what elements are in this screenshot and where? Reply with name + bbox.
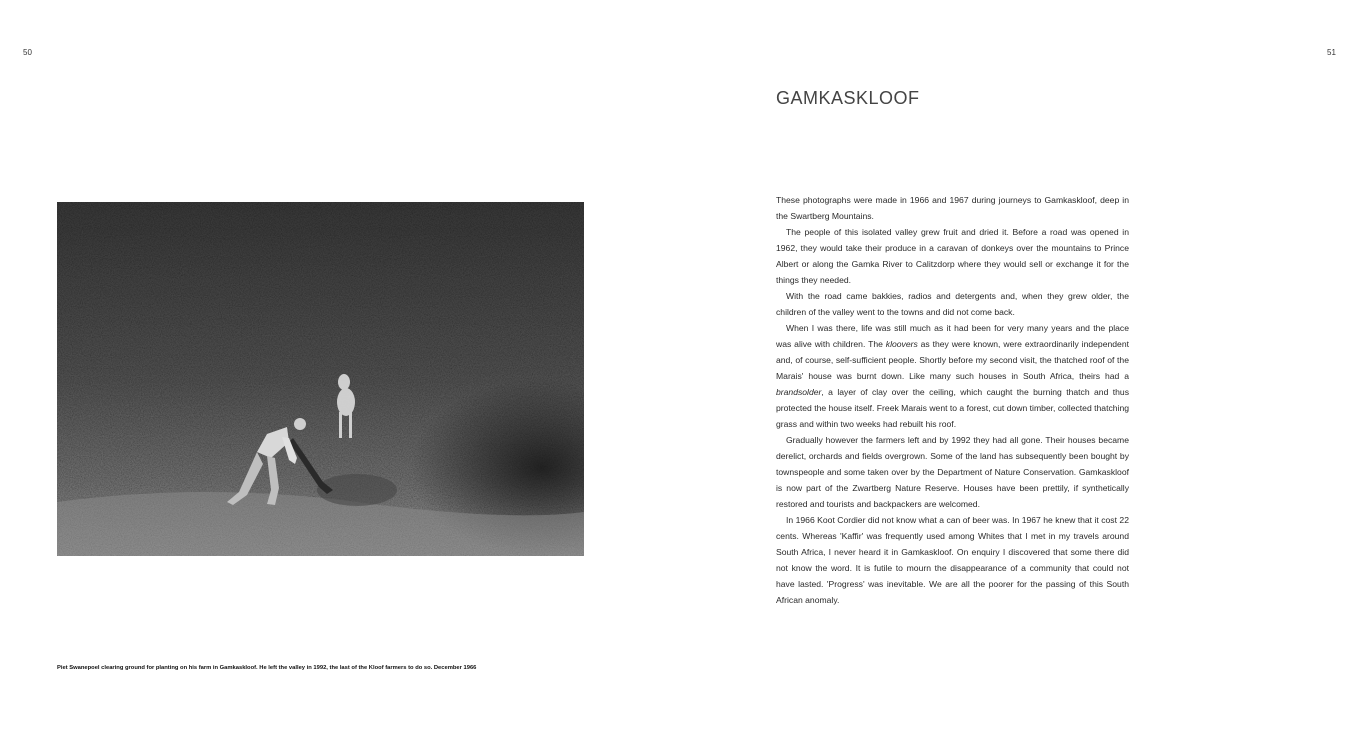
- paragraph-4-term-kloovers: kloovers: [885, 339, 918, 349]
- photograph: [57, 202, 584, 556]
- paragraph-5: Gradually however the farmers left and by 1992 they had all gone. Their houses became derelict, orchards and fields overgrown. Some of the land has subsequently been bought by townspeople and some taken over by the Department of Nature Conservation. Gamkaskloof is now part of the Zwartberg Nature Reserve. Houses have been prettily, if synthetically restored and tourists and backpackers are welcomed.: [776, 435, 1129, 509]
- body-text: [776, 192, 1129, 608]
- paragraph-2: The people of this isolated valley grew fruit and dried it. Before a road was opened in 1962, they would take their produce in a caravan of donkeys over the mountains to Prince Albert or along the Gamka River to Calitzdorp where they would sell or exchange it for the things they needed.: [776, 227, 1129, 285]
- paragraph-4-part-c: , a layer of clay over the ceiling, which caught the burning thatch and thus protected the house itself. Freek Marais went to a forest, cut down timber, collected thatching grass and within two weeks had rebuilt his roof.: [776, 387, 1130, 429]
- page-title: GAMKASKLOOF: [776, 88, 920, 108]
- page-number-right: 51: [1327, 48, 1336, 57]
- paragraph-1: These photographs were made in 1966 and 1967 during journeys to Gamkaskloof, deep in the Swartberg Mountains.: [776, 195, 1129, 221]
- paragraph-3: With the road came bakkies, radios and detergents and, when they grew older, the children of the valley went to the towns and did not come back.: [776, 291, 1129, 317]
- paragraph-6: In 1966 Koot Cordier did not know what a can of beer was. In 1967 he knew that it cost 22 cents. Whereas 'Kaffir' was frequently used among Whites that I met in my travels around South Africa, I never heard it in Gamkaskloof. On enquiry I discovered that some there did not know the word. It is futile to mourn the disappearance of a community that could not have lasted. 'Progress' was inevitable. We are all the poorer for the passing of this South African anomaly.: [776, 515, 1129, 605]
- paragraph-4-part-a: When I was there, life was still much as it had been for very many years and the place was alive with children. The: [776, 323, 1129, 349]
- paragraph-4: [776, 320, 1129, 432]
- paragraph-4-term-brandsolder: brandsolder: [776, 387, 822, 397]
- page-number-left: 50: [23, 48, 32, 57]
- paragraph-4-part-b: as they were known, were extraordinarily independent and, of course, self-sufficient people. Shortly before my second visit, the thatched roof of the Marais' house was burnt down. Like many such houses in South Africa, theirs had a: [776, 339, 1129, 381]
- photo-caption: Piet Swanepoel clearing ground for planting on his farm in Gamkaskloof. He left the valley in 1992, the last of the Kloof farmers to do so. December 1966: [57, 665, 477, 671]
